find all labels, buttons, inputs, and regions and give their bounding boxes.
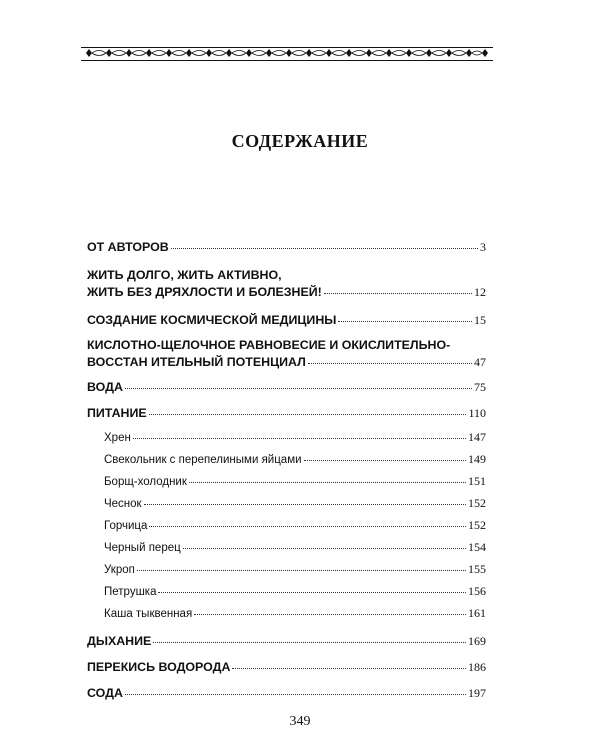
dot-leader <box>153 641 466 643</box>
toc-subentry <box>104 452 486 467</box>
toc-subentry <box>104 540 486 555</box>
toc-entry-label-line1: КИСЛОТНО-ЩЕЛОЧНОЕ РАВНОВЕСИЕ И ОКИСЛИТЕЛЬНО- <box>87 338 451 352</box>
dot-leader <box>189 481 466 483</box>
toc-entry-page: 47 <box>474 355 486 369</box>
toc-entry-label-line1: ЖИТЬ ДОЛГО, ЖИТЬ АКТИВНО, <box>87 268 282 282</box>
toc-subentry-page: 155 <box>468 562 486 576</box>
dot-leader <box>308 362 472 364</box>
dot-leader <box>171 247 478 249</box>
toc-entry-page: 75 <box>474 380 486 394</box>
toc-entry <box>87 313 486 328</box>
toc-entry-page: 12 <box>474 285 486 299</box>
ornament-border <box>81 47 493 61</box>
toc-subentry-page: 152 <box>468 496 486 510</box>
toc-subentry-page: 147 <box>468 430 486 444</box>
toc-entry-page: 197 <box>468 686 486 700</box>
toc-subentry-label: Горчица <box>104 520 148 532</box>
toc-entry <box>87 660 486 675</box>
toc-entry-label: ПИТАНИЕ <box>87 406 147 420</box>
dot-leader <box>304 459 466 461</box>
toc-entry-page: 110 <box>468 406 486 420</box>
toc-entry-label: ПЕРЕКИСЬ ВОДОРОДА <box>87 660 231 674</box>
toc-subentry <box>104 430 486 445</box>
toc-entry <box>87 634 486 649</box>
toc-subentry-label: Борщ-холодник <box>104 476 187 488</box>
dot-leader <box>324 292 472 294</box>
dot-leader <box>338 320 472 322</box>
dot-leader <box>125 693 466 695</box>
dot-leader <box>232 667 466 669</box>
toc-subentry <box>104 606 486 621</box>
toc-subentry-page: 161 <box>468 606 486 620</box>
page-number: 349 <box>289 714 311 729</box>
toc-subentry-page: 152 <box>468 518 486 532</box>
dot-leader <box>158 591 466 593</box>
toc-entry-page: 169 <box>468 634 486 648</box>
toc-entry-label: СОЗДАНИЕ КОСМИЧЕСКОЙ МЕДИЦИНЫ <box>87 313 337 327</box>
dot-leader <box>133 437 466 439</box>
dot-leader <box>183 547 466 549</box>
toc-entry <box>87 380 486 395</box>
toc-subentry-label: Петрушка <box>104 586 157 598</box>
toc-entry-page: 15 <box>474 313 486 327</box>
toc-entry-label: ДЫХАНИЕ <box>87 634 152 648</box>
toc-entry <box>87 406 486 421</box>
ornament-pattern <box>81 48 493 59</box>
toc-entry <box>87 285 486 300</box>
toc-subentry-label: Хрен <box>104 432 131 444</box>
toc-title: СОДЕРЖАНИЕ <box>231 131 369 151</box>
toc-subentry <box>104 584 486 599</box>
dot-leader <box>194 613 466 615</box>
toc-entry-label: ОТ АВТОРОВ <box>87 240 169 254</box>
toc-entry-page: 186 <box>468 660 486 674</box>
toc-subentry-page: 156 <box>468 584 486 598</box>
toc-subentry-label: Укроп <box>104 564 135 576</box>
toc-subentry-label: Свекольник с перепелиными яйцами <box>104 454 302 466</box>
toc-subentry-page: 154 <box>468 540 486 554</box>
toc-subentry-page: 151 <box>468 474 486 488</box>
toc-subentry-label: Каша тыквенная <box>104 608 193 620</box>
dot-leader <box>144 503 466 505</box>
toc-subentry-label: Чеснок <box>104 498 142 510</box>
toc-subentry-page: 149 <box>468 452 486 466</box>
toc-entry <box>87 355 486 370</box>
toc-entry-label: ВОДА <box>87 380 123 394</box>
toc-entry-page: 3 <box>480 240 486 254</box>
toc-entry <box>87 240 486 255</box>
toc-entry-label: СОДА <box>87 686 123 700</box>
toc-subentry <box>104 518 486 533</box>
toc-subentry <box>104 496 486 511</box>
toc-entry-label: ЖИТЬ БЕЗ ДРЯХЛОСТИ И БОЛЕЗНЕЙ! <box>87 285 322 299</box>
dot-leader <box>137 569 466 571</box>
dot-leader <box>149 525 466 527</box>
dot-leader <box>149 413 467 415</box>
toc-subentry <box>104 562 486 577</box>
dot-leader <box>125 387 472 389</box>
toc-subentry <box>104 474 486 489</box>
toc-entry <box>87 686 486 701</box>
toc-subentry-label: Черный перец <box>104 542 181 554</box>
toc-entry-label: ВОССТАН ИТЕЛЬНЫЙ ПОТЕНЦИАЛ <box>87 355 306 369</box>
